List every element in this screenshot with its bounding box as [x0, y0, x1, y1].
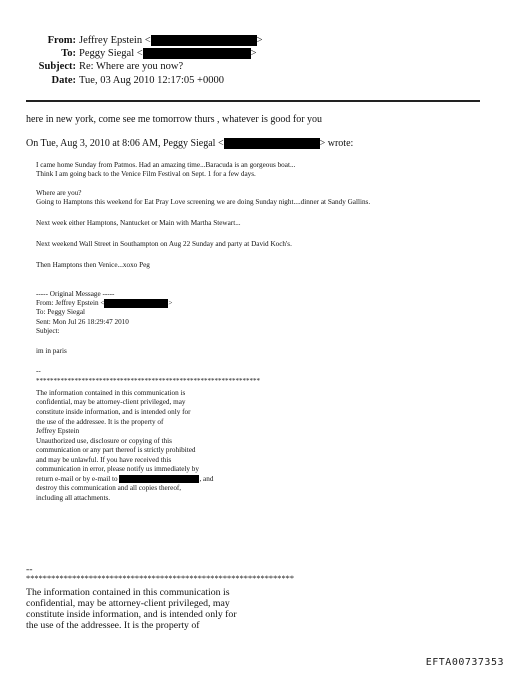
- document-id: EFTA00737353: [425, 657, 504, 668]
- quote-intro: [26, 138, 353, 149]
- original-body: im in paris: [36, 347, 67, 355]
- stars-divider: ****************************************************************: [36, 377, 260, 385]
- quote-intro-prefix: On Tue, Aug 3, 2010 at 8:06 AM, Peggy Siegal <: [26, 138, 224, 149]
- quoted-line: Think I am going back to the Venice Film Festival on Sept. 1 for a few days.: [36, 170, 256, 178]
- date-value: Tue, 03 Aug 2010 12:17:05 +0000: [79, 75, 224, 86]
- header-divider: [26, 100, 480, 102]
- original-to: To: Peggy Siegal: [36, 308, 86, 316]
- disclaimer-line: confidential, may be attorney-client privileged, may: [36, 398, 186, 406]
- bracket: >: [256, 35, 263, 46]
- quoted-line: Where are you?: [36, 189, 82, 197]
- footer-line: the use of the addressee. It is the property of: [26, 620, 200, 631]
- disclaimer-line: destroy this communication and all copies thereof,: [36, 484, 182, 492]
- quoted-line: Going to Hamptons this weekend for Eat Pray Love screening we are doing Sunday night....dinner at Sandy Gallins.: [36, 198, 371, 206]
- disclaimer-text: return e-mail or by e-mail to: [36, 475, 118, 483]
- disclaimer-line: The information contained in this communication is: [36, 389, 186, 397]
- to-value: [79, 48, 257, 59]
- footer-line: The information contained in this communication is: [26, 587, 230, 598]
- stars-divider: ****************************************************************: [26, 574, 294, 583]
- disclaimer-line: the use of the addressee. It is the property of: [36, 418, 164, 426]
- to-name: Peggy Siegal <: [79, 48, 143, 59]
- from-value: [79, 35, 263, 46]
- from-name: Jeffrey Epstein <: [79, 35, 151, 46]
- signature-dash: --: [36, 367, 41, 375]
- quoted-line: Next week either Hamptons, Nantucket or Main with Martha Stewart...: [36, 219, 241, 227]
- original-divider: ----- Original Message -----: [36, 290, 115, 298]
- quoted-line: Then Hamptons then Venice...xoxo Peg: [36, 261, 150, 269]
- disclaimer-line: Jeffrey Epstein: [36, 427, 80, 435]
- redacted-email: [104, 299, 168, 308]
- subject-value: Re: Where are you now?: [79, 61, 184, 72]
- disclaimer-line: [36, 475, 213, 484]
- footer-line: confidential, may be attorney-client privileged, may: [26, 598, 230, 609]
- bracket: >: [250, 48, 257, 59]
- to-label: To:: [61, 48, 76, 59]
- original-from-text: From: Jeffrey Epstein <: [36, 299, 105, 308]
- disclaimer-line: and may be unlawful. If you have received this: [36, 456, 172, 464]
- quote-intro-suffix: > wrote:: [319, 138, 354, 149]
- disclaimer-line: including all attachments.: [36, 494, 111, 502]
- redacted-email: [224, 138, 320, 149]
- disclaimer-line: communication or any part thereof is strictly prohibited: [36, 446, 196, 454]
- reply-text: here in new york, come see me tomorrow thurs , whatever is good for you: [26, 114, 323, 125]
- disclaimer-line: constitute inside information, and is intended only for: [36, 408, 191, 416]
- date-label: Date:: [51, 75, 76, 86]
- original-subject: Subject:: [36, 327, 60, 335]
- signature-dash: --: [26, 564, 33, 575]
- disclaimer-text: , and: [199, 475, 214, 483]
- from-label: From:: [47, 35, 76, 46]
- footer-line: constitute inside information, and is intended only for: [26, 609, 237, 620]
- subject-label: Subject:: [38, 61, 76, 72]
- disclaimer-line: communication in error, please notify us immediately by: [36, 465, 199, 473]
- original-sent: Sent: Mon Jul 26 18:29:47 2010: [36, 318, 129, 326]
- redacted-email: [143, 48, 251, 59]
- redacted-email: [119, 475, 199, 483]
- bracket: >: [168, 299, 173, 308]
- disclaimer-line: Unauthorized use, disclosure or copying of this: [36, 437, 172, 445]
- redacted-email: [151, 35, 257, 46]
- quoted-line: Next weekend Wall Street in Southampton on Aug 22 Sunday and party at David Koch's.: [36, 240, 292, 248]
- quoted-line: I came home Sunday from Patmos. Had an amazing time...Baracuda is an gorgeous boat...: [36, 161, 296, 169]
